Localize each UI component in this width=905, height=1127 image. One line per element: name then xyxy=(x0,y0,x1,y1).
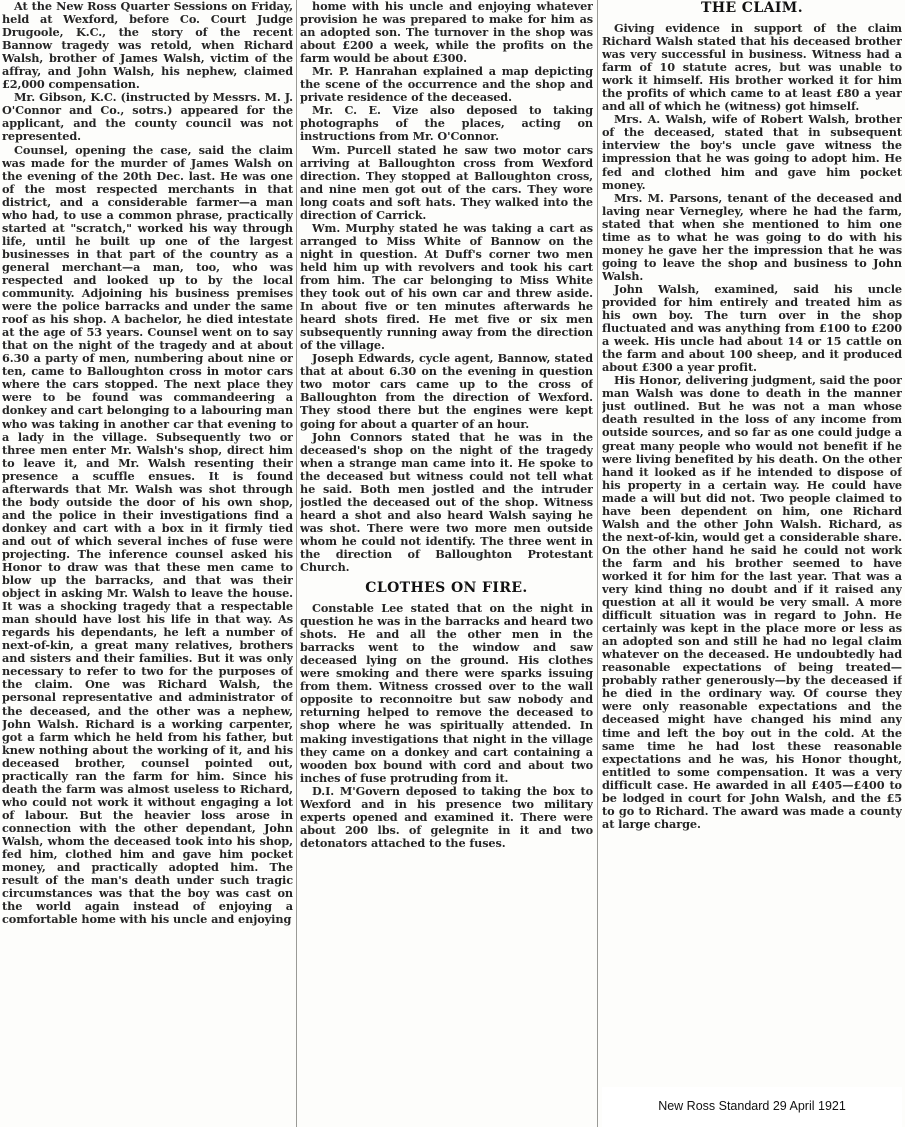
column-2 xyxy=(300,0,593,1127)
column-divider xyxy=(597,0,598,1127)
article-paragraph: Joseph Edwards, cycle agent, Bannow, stated that at about 6.30 on the evening in question two motor cars came up to the cross of Balloughton from the direction of Wexford. They stood there but the engines were kept going for about a quarter of an hour. xyxy=(300,351,593,431)
article-paragraph: At the New Ross Quarter Sessions on Friday, held at Wexford, before Co. Court Judge Drugoole, K.C., the story of the recent Bannow tragedy was retold, when Richard Walsh, brother of James Walsh, victim of the affray, and John Walsh, his nephew, claimed £2,000 compensation. xyxy=(2,0,293,92)
article-paragraph: Mr. P. Hanrahan explained a map depicting the scene of the occurrence and the shop and private residence of the deceased. xyxy=(300,64,593,105)
article-paragraph: Mrs. M. Parsons, tenant of the deceased and laving near Vernegley, where he had the farm, stated that when she mentioned to him one time as to what he was going to do with his money he gave her the impression that he was going to leave the shop and business to John Walsh. xyxy=(602,190,902,283)
column-3 xyxy=(602,0,902,1085)
article-paragraph: Wm. Murphy stated he was taking a cart as arranged to Miss White of Bannow on the night in question. At Duff's corner two men held him up with revolvers and took his cart from him. The car belonging to Miss White they took out of his own car and threw aside. In about five or ten minutes afterwards he heard shots fired. He met five or six men subsequently running away from the direction of the village. xyxy=(300,220,593,353)
column-1 xyxy=(2,0,293,1127)
article-paragraph: Constable Lee stated that on the night in question he was in the barracks and heard two shots. He and all the other men in the barracks went to the window and saw deceased lying on the ground. His clothes were smoking and there were sparks issuing from them. Witness crossed over to the wall opposite to reconnoitre but saw nobody and returning helped to remove the deceased to shop where he was spiritually attended. In making investigations that night in the village they came on a donkey and cart containing a wooden box bound with cord and about two inches of fuse protruding from it. xyxy=(300,601,593,785)
article-paragraph: home with his uncle and enjoying whatever provision he was prepared to make for him as an adopted son. The turnover in the shop was about £200 a week, while the profits on the farm would be about £300. xyxy=(300,0,593,66)
article-paragraph: Counsel, opening the case, said the claim was made for the murder of James Walsh on the evening of the 20th Dec. last. He was one of the most respected merchants in that district, and a considerable farmer—a man who had, to use a common phrase, practically started at "scratch," worked his way through life, until he built up one of the largest businesses in that part of the country as a general merchant—a man, too, who was respected and looked up to by the local community. Adjoining his business premises were the police barracks and under the same roof as his shop. A bachelor, he died intestate at the age of 53 years. Counsel went on to say that on the night of the tragedy and at about 6.30 a party of men, numbering about nine or ten, came to Balloughton cross in motor cars where the cars stopped. The next place they were to be found was commandeering a donkey and cart belonging to a labouring man who was taking in another car that evening to a lady in the village. Subsequently two or three men enter Mr. Walsh's shop, direct him to leave it, and Mr. Walsh resenting their presence a scuffle ensues. It is found afterwards that Mr. Walsh was shot through the body outside the door of his own shop, and the police in their investigations find a donkey and cart with a box in it firmly tied and out of which several inches of fuse were projecting. The inference counsel asked his Honor to draw was that these men came to blow up the barracks, and that was their object in asking Mr. Walsh to leave the house. It was a shocking tragedy that a respectable man should have lost his life in that way. As regards his dependants, he left a number of next-of-kin, a great many relatives, brothers and sisters and their families. But it was only necessary to refer to two for the purposes of the claim. One was Richard Walsh, the personal representative and administrator of the deceased, and the other was a nephew, John Walsh. Richard is a working carpenter, got a farm which he held from his father, but knew nothing about the working of it, and his deceased brother, counsel pointed out, practically ran the farm for him. Since his death the farm was almost useless to Richard, who could not work it without engaging a lot of labour. But the heavier loss arose in connection with the other dependant, John Walsh, whom the deceased took into his shop, fed him, clothed him and gave him pocket money, and practically adopted him. The result of the man's death under such tragic circumstances was that the boy was cast on the world again instead of enjoying a comfortable home with his uncle and enjoying xyxy=(2,142,293,927)
article-paragraph: Mrs. A. Walsh, wife of Robert Walsh, brother of the deceased, stated that in subsequent interview the boy's uncle gave witness the impression that he was going to adopt him. He fed and clothed him and gave him pocket money. xyxy=(602,112,902,192)
article-paragraph: His Honor, delivering judgment, said the poor man Walsh was done to death in the manner just outlined. But he was not a man whose death resulted in the loss of any income from outside sources, and so far as one could judge a great many people who would not benefit if he were living benefited by his death. On the other hand it looked as if he intended to dispose of his property in a certain way. He could have made a will but did not. Two people claimed to have been dependent on him, one Richard Walsh and the other John Walsh. Richard, as the next-of-kin, would get a considerable share. On the other hand he said he could not work the farm and his brother seemed to have worked it for him for the last year. That was a very kind thing no doubt and if it raised any question at all it would be very small. A more difficult situation was in regard to John. He certainly was kept in the place more or less as an adopted son and still he had no legal claim whatever on the deceased. He undoubtedly had reasonable expectations of being treated—probably rather generously—by the deceased if he died in the ordinary way. Of course they were only reasonable expectations and the deceased might have changed his mind any time and left the boy out in the cold. At the same time he had lost these reasonable expectations and he was, his Honor thought, entitled to some compensation. It was a very difficult case. He awarded in all £405—£400 to be lodged in court for John Walsh, and the £5 to go to Richard. The award was made a county at large charge. xyxy=(602,373,902,831)
article-paragraph: D.I. M'Govern deposed to taking the box to Wexford and in his presence two military experts opened and examined it. There were about 200 lbs. of gelegnite in it and two detonators attached to the fuses. xyxy=(300,783,593,850)
column-divider xyxy=(296,0,297,1127)
section-heading: CLOTHES ON FIRE. xyxy=(365,580,528,597)
article-paragraph: Mr. C. E. Vize also deposed to taking photographs of the places, acting on instructions from Mr. O'Connor. xyxy=(300,103,593,144)
article-paragraph: John Connors stated that he was in the deceased's shop on the night of the tragedy when a strange man came into it. He spoke to the deceased but witness could not tell what he said. Both men jostled and the intruder jostled the deceased out of the shop. Witness heard a shot and also heard Walsh saying he was shot. There were two more men outside whom he could not identify. The three went in the direction of Balloughton Protestant Church. xyxy=(300,429,593,575)
article-paragraph: Mr. Gibson, K.C. (instructed by Messrs. M. J. O'Connor and Co., sotrs.) appeared for the applicant, and the county council was not represented. xyxy=(2,90,293,144)
article-paragraph: Wm. Purcell stated he saw two motor cars arriving at Balloughton cross from Wexford direction. They stopped at Balloughton cross, and nine men got out of the cars. They wore long coats and soft hats. They walked into the direction of Carrick. xyxy=(300,142,593,222)
source-caption: New Ross Standard 29 April 1921 xyxy=(602,1087,902,1127)
section-heading: THE CLAIM. xyxy=(701,0,803,16)
article-paragraph: John Walsh, examined, said his uncle provided for him entirely and treated him as his own boy. The turn over in the shop fluctuated and was anything from £100 to £200 a week. His uncle had about 14 or 15 cattle on the farm and about 100 sheep, and it produced about £300 a year profit. xyxy=(602,281,902,375)
article-paragraph: Giving evidence in support of the claim Richard Walsh stated that his deceased brother was very successful in business. Witness had a farm of 10 statute acres, but was unable to work it himself. His brother worked it for him the profits of which came to at least £80 a year and all of which he (witness) got himself. xyxy=(602,21,902,114)
